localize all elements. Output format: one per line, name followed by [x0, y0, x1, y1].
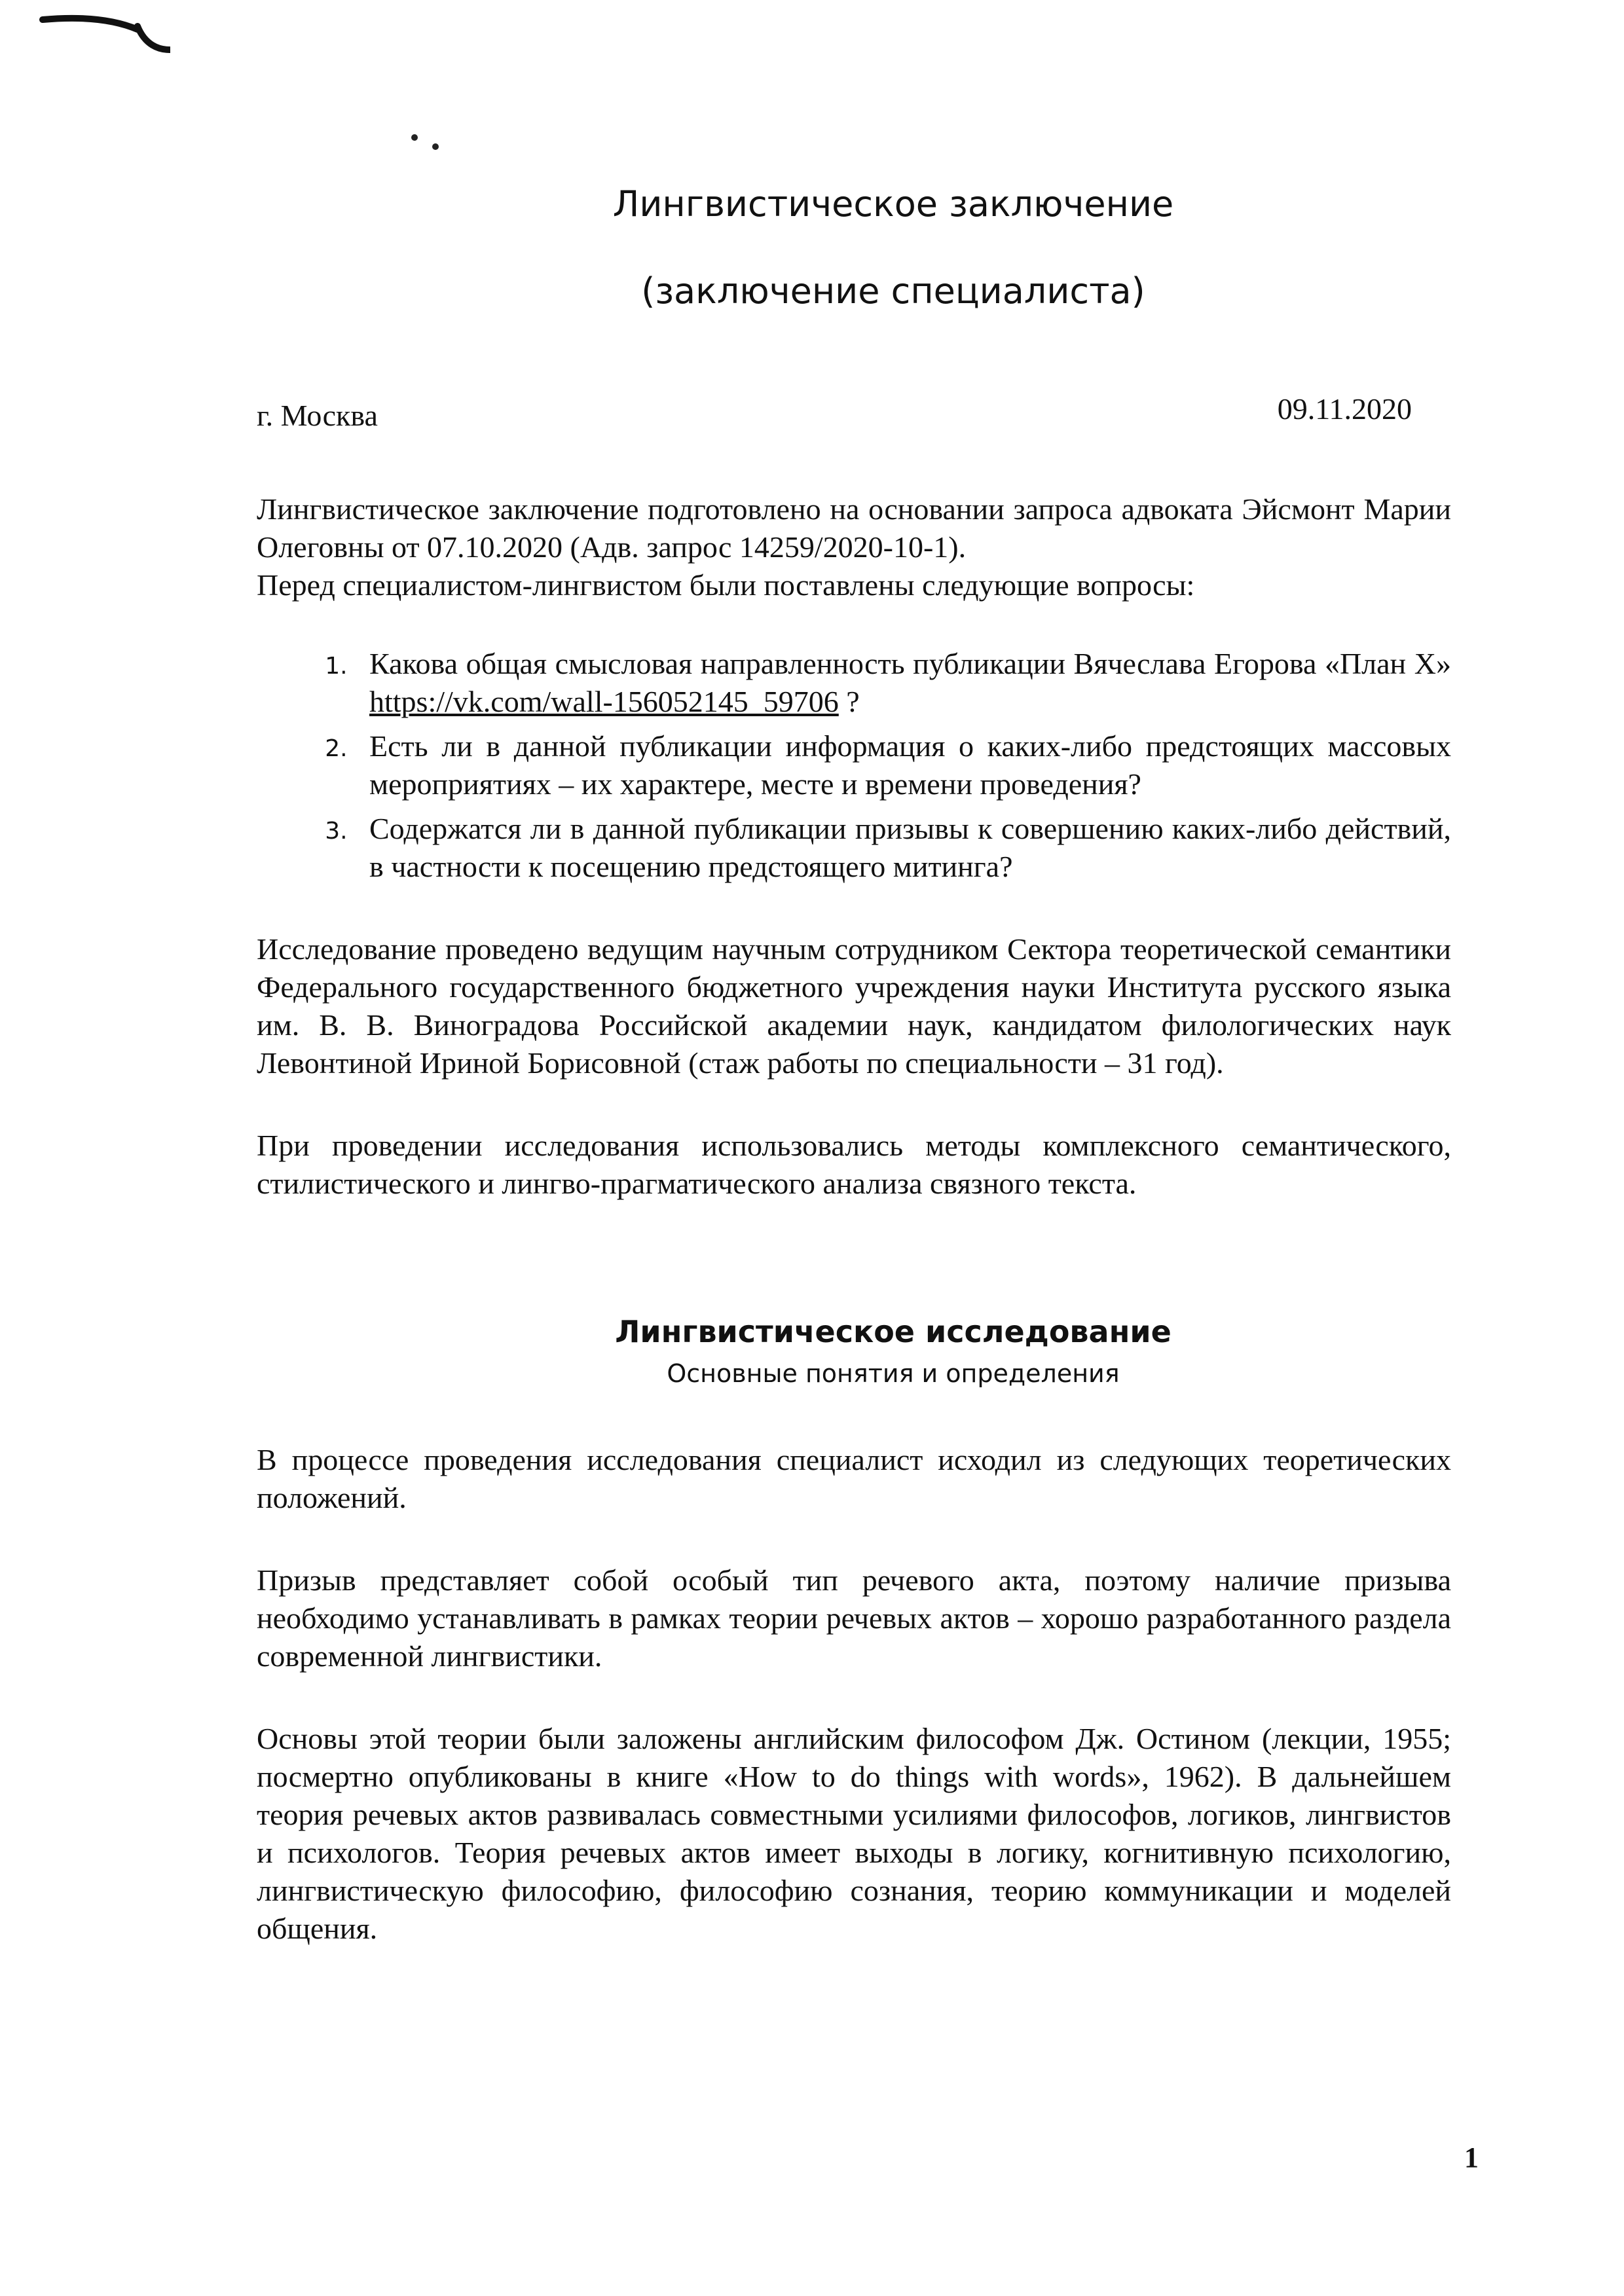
question-text: Содержатся ли в данной публикации призывы к совершению каких-либо действий, в частности к посещению предстоящего митинга? — [369, 811, 1451, 883]
scan-mark — [39, 13, 170, 65]
methods-paragraph: При проведении исследования использовались методы комплексного семантического, стилистического и лингво-прагматического анализа связного текста. — [257, 1128, 1451, 1200]
questions-intro: Перед специалистом-лингвистом были поставлены следующие вопросы: — [257, 568, 1195, 602]
document-title: Лингвистическое заключение — [612, 183, 1174, 225]
intro-paragraph: Лингвистическое заключение подготовлено на основании запроса адвоката Эйсмонт Марии Олеговны от 07.10.2020 (Адв. запрос 14259/2020-10-1). — [257, 492, 1451, 564]
page-number: 1 — [1464, 2141, 1479, 2174]
document-subtitle: (заключение специалиста) — [641, 270, 1145, 312]
section-paragraph: Призыв представляет собой особый тип речевого акта, поэтому наличие призыва необходимо устанавливать в рамках теории речевых актов – хорошо разработанного раздела современной лингвистики. — [257, 1563, 1451, 1673]
question-item — [355, 727, 1451, 803]
city-label: г. Москва — [257, 398, 378, 432]
questions-list — [257, 645, 1451, 886]
document-date: 09.11.2020 — [1277, 392, 1412, 426]
section-title: Лингвистическое исследование — [615, 1313, 1172, 1349]
section-paragraph: В процессе проведения исследования специалист исходил из следующих теоретических положений. — [257, 1443, 1451, 1515]
question-text: Есть ли в данной публикации информация о каких-либо предстоящих массовых мероприятиях – их характере, месте и времени проведения? — [369, 729, 1451, 801]
publication-link[interactable]: https://vk.com/wall-156052145_59706 — [369, 684, 839, 718]
research-paragraph: Исследование проведено ведущим научным сотрудником Сектора теоретической семантики Федерального государственного бюджетного учреждения науки Института русского языка им. В. В. Виноградова Российской академии наук, кандидатом филологических наук Левонтиной Ириной Борисовной (стаж работы по специальности – 31 год). — [257, 932, 1451, 1080]
question-item — [355, 645, 1451, 721]
document-page — [257, 183, 1451, 1948]
question-text-end: ? — [838, 684, 860, 718]
question-item — [355, 810, 1451, 886]
section-subtitle: Основные понятия и определения — [667, 1358, 1120, 1388]
question-text: Какова общая смысловая направленность публикации Вячеслава Егорова «План Х» — [369, 646, 1451, 680]
section-paragraph: Основы этой теории были заложены английским философом Дж. Остином (лекции, 1955; посмертно опубликованы в книге «How to do things with words», 1962). В дальнейшем теория речевых актов развивалась совместными усилиями философов, логиков, лингвистов и психологов. Теория речевых актов имеет выходы в логику, когнитивную психологию, лингвистическую философию, философию сознания, теорию коммуникации и моделей общения. — [257, 1722, 1451, 1946]
header-meta-row — [257, 392, 1451, 433]
scan-dots — [409, 131, 449, 157]
